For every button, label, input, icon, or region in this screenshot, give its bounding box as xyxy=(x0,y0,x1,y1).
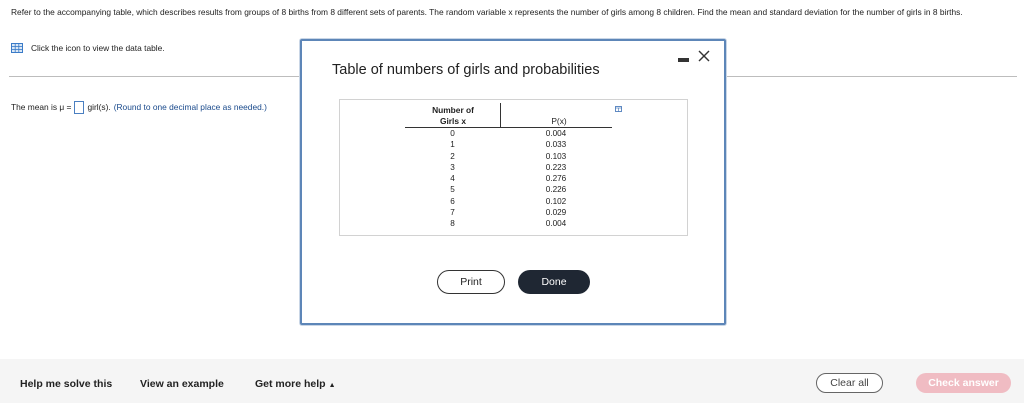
cell-p: 0.276 xyxy=(545,174,567,184)
cell-p: 0.004 xyxy=(545,219,567,229)
table-icon[interactable] xyxy=(11,43,23,53)
cell-x: 0 xyxy=(450,129,455,138)
cell-x: 8 xyxy=(450,219,455,229)
column-header-x-line1: Number of xyxy=(432,105,474,115)
cell-x: 3 xyxy=(450,162,455,172)
question-text: Refer to the accompanying table, which describes results from groups of 8 births from 8 different sets of parents. The random variable x represents the number of girls among 8 children. Find the mean and standard deviation for the number of girls in 8 births. xyxy=(11,7,963,17)
header-separator xyxy=(500,103,501,127)
cell-p: 0.029 xyxy=(545,208,567,218)
get-more-help-label[interactable]: Get more help xyxy=(255,378,326,390)
mean-suffix: girl(s). xyxy=(87,102,111,112)
divider xyxy=(9,76,301,77)
cell-p: 0.004 xyxy=(545,129,567,138)
copy-table-icon[interactable] xyxy=(615,106,622,112)
table-row xyxy=(405,151,612,162)
cell-p: 0.226 xyxy=(545,185,567,195)
cell-x: 7 xyxy=(450,208,455,218)
close-icon[interactable] xyxy=(697,49,711,63)
footer-bar xyxy=(0,359,1024,403)
column-header-x-line2: Girls x xyxy=(439,116,467,126)
probability-table xyxy=(339,99,688,236)
cell-p: 0.103 xyxy=(545,151,567,161)
cell-x: 5 xyxy=(450,185,455,195)
caret-up-icon: ▲ xyxy=(328,382,336,389)
cell-x: 1 xyxy=(450,140,455,150)
mean-prefix: The mean is μ = xyxy=(11,102,72,112)
table-row xyxy=(405,184,612,195)
table-row xyxy=(405,162,612,173)
table-row xyxy=(405,128,612,139)
data-link-label[interactable]: Click the icon to view the data table. xyxy=(31,43,165,53)
divider xyxy=(724,76,1017,77)
column-header-p: P(x) xyxy=(551,116,567,126)
cell-p: 0.223 xyxy=(545,162,567,172)
print-button[interactable]: Print xyxy=(437,270,505,294)
cell-x: 6 xyxy=(450,196,455,206)
mean-question xyxy=(11,100,267,114)
check-answer-button[interactable]: Check answer xyxy=(916,373,1011,393)
done-button[interactable]: Done xyxy=(518,270,590,294)
table-row xyxy=(405,218,612,229)
get-more-help-link[interactable] xyxy=(255,378,336,390)
cell-x: 2 xyxy=(450,151,455,161)
dialog-title: Table of numbers of girls and probabilities xyxy=(332,62,600,78)
view-data-table-link[interactable] xyxy=(11,42,165,54)
view-example-link[interactable]: View an example xyxy=(140,378,224,390)
clear-all-button[interactable]: Clear all xyxy=(816,373,883,393)
help-me-solve-link[interactable]: Help me solve this xyxy=(20,378,113,390)
table-body xyxy=(405,128,612,230)
cell-x: 4 xyxy=(450,174,455,184)
minimize-icon[interactable] xyxy=(678,58,689,62)
cell-p: 0.102 xyxy=(545,196,567,206)
table-row xyxy=(405,207,612,218)
table-row xyxy=(405,139,612,150)
table-row xyxy=(405,173,612,184)
table-row xyxy=(405,196,612,207)
mean-answer-input[interactable] xyxy=(74,101,84,114)
column-header-x xyxy=(408,105,498,127)
cell-p: 0.033 xyxy=(545,140,567,150)
data-table-dialog xyxy=(300,39,726,325)
rounding-hint: (Round to one decimal place as needed.) xyxy=(113,102,267,112)
